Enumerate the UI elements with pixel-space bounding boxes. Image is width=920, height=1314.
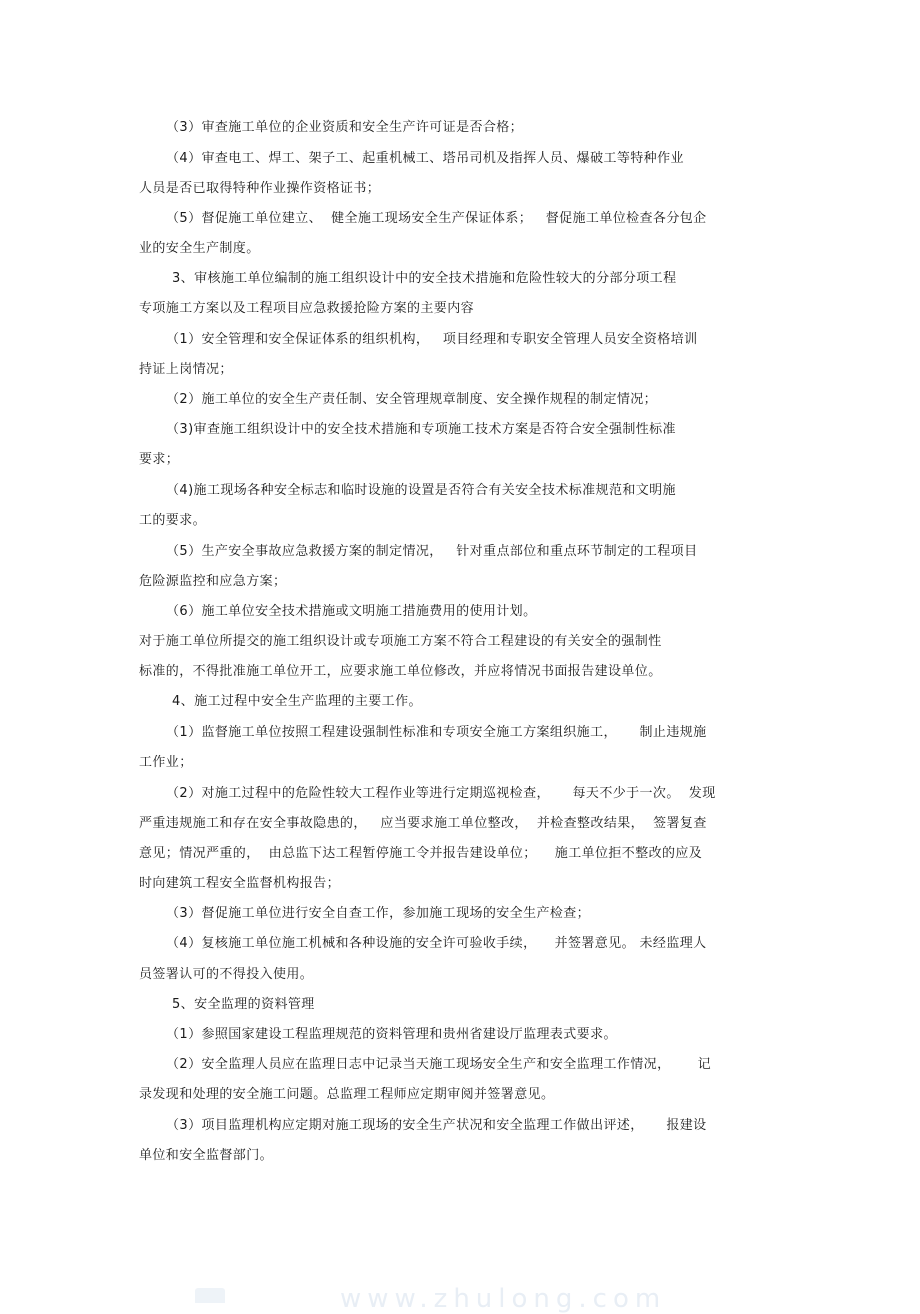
- text-line-24: 严重违规施工和存在安全事故隐患的， 应当要求施工单位整改， 并检查整改结果， 签署复查: [139, 816, 707, 831]
- text-line-20: 4、施工过程中安全生产监理的主要工作。: [172, 694, 422, 709]
- text-line-8: （1）安全管理和安全保证体系的组织机构， 项目经理和专职安全管理人员安全资格培训: [166, 332, 698, 347]
- text-line-10: （2）施工单位的安全生产责任制、安全管理规章制度、安全操作规程的制定情况；: [166, 392, 658, 407]
- text-line-32: （2）安全监理人员应在监理日志中记录当天施工现场安全生产和安全监理工作情况， 记: [166, 1057, 712, 1072]
- text-line-17: （6）施工单位安全技术措施或文明施工措施费用的使用计划。: [166, 604, 537, 619]
- text-line-7: 专项施工方案以及工程项目应急救援抢险方案的主要内容: [139, 301, 475, 316]
- text-line-27: （3）督促施工单位进行安全自查工作，参加施工现场的安全生产检查；: [166, 906, 591, 921]
- text-line-22: 工作业；: [139, 755, 193, 770]
- text-line-28: （4）复核施工单位施工机械和各种设施的安全许可验收手续， 并签署意见。 未经监理人: [166, 936, 707, 951]
- text-line-1: （3）审查施工单位的企业资质和安全生产许可证是否合格；: [166, 120, 524, 135]
- watermark-logo-icon: [195, 1288, 225, 1303]
- text-line-31: （1）参照国家建设工程监理规范的资料管理和贵州省建设厅监理表式要求。: [166, 1027, 617, 1042]
- text-line-5: 业的安全生产制度。: [139, 241, 260, 256]
- text-line-2: （4）审查电工、焊工、架子工、起重机械工、塔吊司机及指挥人员、爆破工等特种作业: [166, 151, 684, 166]
- text-line-14: 工的要求。: [139, 513, 207, 528]
- text-line-33: 录发现和处理的安全施工问题。总监理工程师应定期审阅并签署意见。: [139, 1087, 555, 1102]
- text-line-13: （4)施工现场各种安全标志和临时设施的设置是否符合有关安全技术标准规范和文明施: [166, 483, 676, 498]
- text-line-15: （5）生产安全事故应急救援方案的制定情况， 针对重点部位和重点环节制定的工程项目: [166, 544, 698, 559]
- text-line-12: 要求；: [139, 452, 180, 467]
- text-line-26: 时向建筑工程安全监督机构报告；: [139, 876, 341, 891]
- text-line-11: （3)审查施工组织设计中的安全技术措施和专项施工技术方案是否符合安全强制性标准: [166, 422, 676, 437]
- text-line-35: 单位和安全监督部门。: [139, 1148, 274, 1163]
- text-line-25: 意见；情况严重的， 由总监下达工程暂停施工令并报告建设单位； 施工单位拒不整改的应及: [139, 846, 703, 861]
- text-line-9: 持证上岗情况；: [139, 362, 233, 377]
- text-line-4: （5）督促施工单位建立、 健全施工现场安全生产保证体系； 督促施工单位检查各分包企: [166, 211, 707, 226]
- text-line-19: 标准的，不得批准施工单位开工，应要求施工单位修改，并应将情况书面报告建设单位。: [139, 664, 662, 679]
- text-line-29: 员签署认可的不得投入使用。: [139, 967, 314, 982]
- text-line-16: 危险源监控和应急方案；: [139, 574, 287, 589]
- text-line-3: 人员是否已取得特种作业操作资格证书；: [139, 181, 381, 196]
- text-line-23: （2）对施工过程中的危险性较大工程作业等进行定期巡视检查， 每天不少于一次。 发现: [166, 786, 716, 801]
- text-line-6: 3、审核施工单位编制的施工组织设计中的安全技术措施和危险性较大的分部分项工程: [172, 271, 677, 286]
- text-line-21: （1）监督施工单位按照工程建设强制性标准和专项安全施工方案组织施工， 制止违规施: [166, 725, 707, 740]
- text-line-34: （3）项目监理机构应定期对施工现场的安全生产状况和安全监理工作做出评述， 报建设: [166, 1118, 707, 1133]
- text-line-18: 对于施工单位所提交的施工组织设计或专项施工方案不符合工程建设的有关安全的强制性: [139, 634, 662, 649]
- text-line-30: 5、安全监理的资料管理: [172, 997, 315, 1012]
- watermark-text: www.zhulong.com: [340, 1284, 667, 1314]
